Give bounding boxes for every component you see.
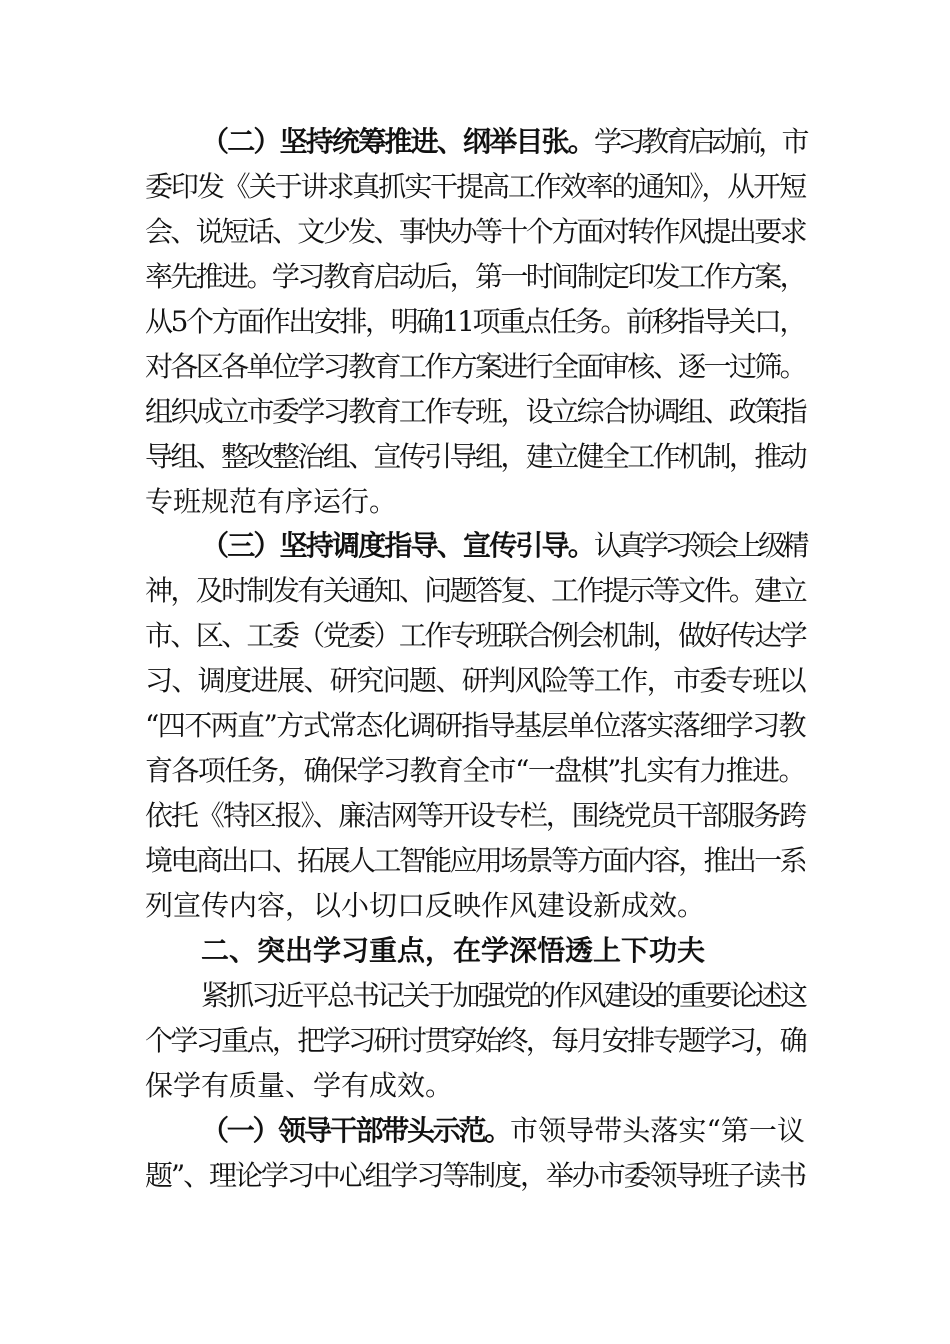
- paragraph-line: [0, 659, 950, 703]
- text-run: 题”、理论学习中心组学习等制度，举办市委领导班子读书: [145, 1159, 805, 1192]
- paragraph-line: [0, 884, 950, 928]
- section-heading: （三）坚持调度指导、宣传引导。: [201, 529, 594, 562]
- paragraph-line: [0, 300, 950, 344]
- text-run: 对各区各单位学习教育工作方案进行全面审核、逐一过筛。: [145, 350, 805, 383]
- heading-line: [0, 929, 950, 973]
- paragraph-line: [0, 480, 950, 524]
- text-run: 市、区、工委（党委）工作专班联合例会机制，做好传达学: [145, 619, 805, 652]
- paragraph-line: [0, 210, 950, 254]
- text-run: 认真学习领会上级精: [594, 529, 805, 562]
- chapter-heading: 二、突出学习重点，在学深悟透上下功夫: [201, 934, 706, 967]
- text-run: 境电商出口、拓展人工智能应用场景等方面内容，推出一系: [145, 844, 805, 877]
- text-run: 专班规范有序运行。: [145, 485, 398, 518]
- paragraph-line: [0, 255, 950, 299]
- paragraph-line: [0, 1019, 950, 1063]
- text-run: 习、调度进展、研究问题、研判风险等工作，市委专班以: [145, 664, 805, 697]
- text-run: 个学习重点，把学习研讨贯穿始终，每月安排专题学习，确: [145, 1024, 805, 1057]
- paragraph-line: [0, 390, 950, 434]
- section-heading: （二）坚持统筹推进、纲举目张。: [201, 125, 594, 158]
- paragraph-line: [0, 794, 950, 838]
- text-run: 神，及时制发有关通知、问题答复、工作提示等文件。建立: [145, 574, 805, 607]
- paragraph-line: [0, 165, 950, 209]
- text-run: 从5个方面作出安排，明确11项重点任务。前移指导关口，: [145, 305, 805, 338]
- paragraph-line: [0, 1154, 950, 1198]
- paragraph-line: [0, 1109, 950, 1153]
- text-run: “四不两直”方式常态化调研指导基层单位落实落细学习教: [145, 709, 805, 742]
- paragraph-line: [0, 1064, 950, 1108]
- section-heading: （一）领导干部带头示范。: [201, 1114, 510, 1147]
- text-run: 导组、整改整治组、宣传引导组，建立健全工作机制，推动: [145, 440, 805, 473]
- text-run: 列宣传内容，以小切口反映作风建设新成效。: [145, 889, 706, 922]
- text-run: 会、说短话、文少发、事快办等十个方面对转作风提出要求: [145, 215, 805, 248]
- text-run: 育各项任务，确保学习教育全市“一盘棋”扎实有力推进。: [145, 754, 805, 787]
- paragraph-line: [0, 120, 950, 164]
- text-run: 学习教育启动前，市: [594, 125, 805, 158]
- text-run: 市领导带头落实“第一议: [510, 1114, 806, 1147]
- text-run: 保学有质量、学有成效。: [145, 1069, 454, 1102]
- text-run: 紧抓习近平总书记关于加强党的作风建设的重要论述这: [201, 979, 805, 1012]
- paragraph-line: [0, 435, 950, 479]
- paragraph-line: [0, 974, 950, 1018]
- paragraph-line: [0, 524, 950, 568]
- paragraph-line: [0, 345, 950, 389]
- paragraph-line: [0, 704, 950, 748]
- text-run: 依托《特区报》、廉洁网等开设专栏，围绕党员干部服务跨: [145, 799, 805, 832]
- paragraph-line: [0, 839, 950, 883]
- paragraph-line: [0, 569, 950, 613]
- paragraph-line: [0, 749, 950, 793]
- text-run: 率先推进。学习教育启动后，第一时间制定印发工作方案，: [145, 260, 805, 293]
- text-run: 组织成立市委学习教育工作专班，设立综合协调组、政策指: [145, 395, 805, 428]
- text-run: 委印发《关于讲求真抓实干提高工作效率的通知》，从开短: [145, 170, 805, 203]
- paragraph-line: [0, 614, 950, 658]
